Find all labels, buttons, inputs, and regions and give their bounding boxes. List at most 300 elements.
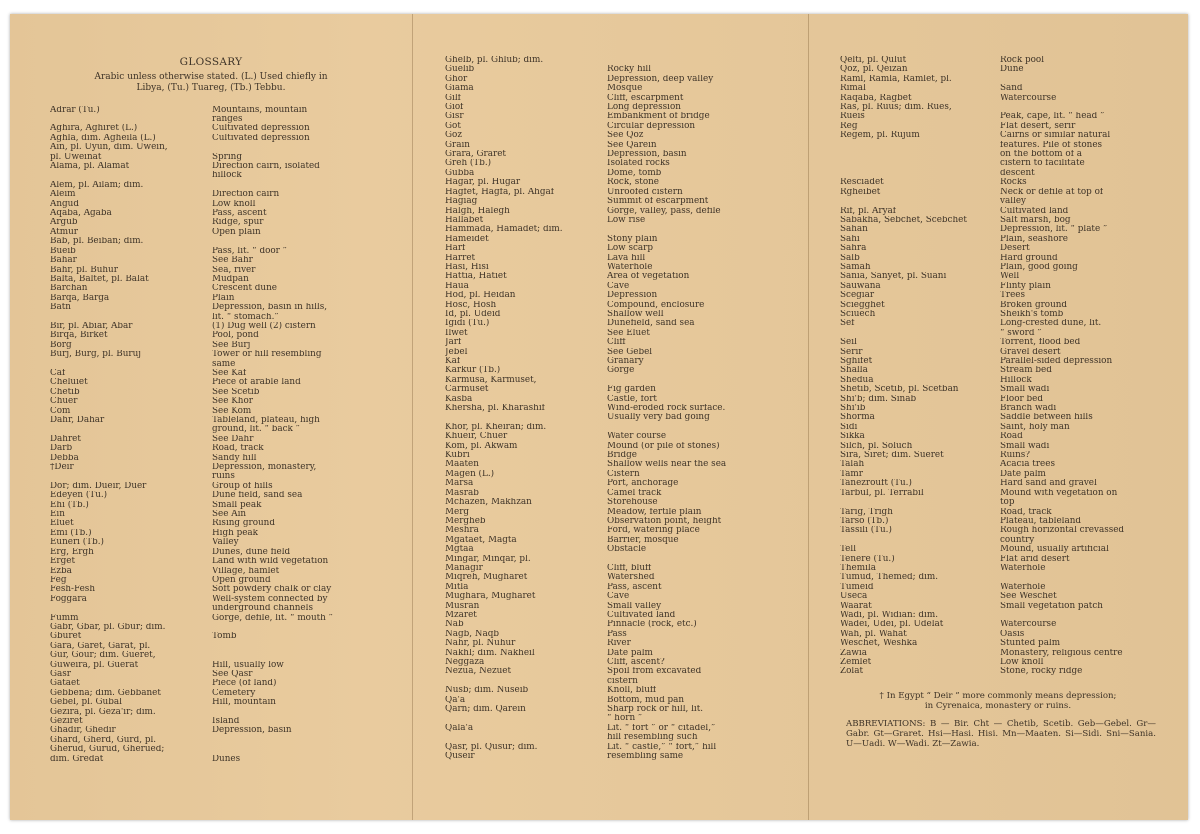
glossary-entry: [50, 331, 372, 340]
glossary-term: Bahar: [50, 256, 77, 266]
glossary-definition: Rocky hill: [607, 65, 652, 75]
glossary-term: Hagiag: [445, 197, 478, 207]
glossary-entry: [840, 376, 1156, 385]
glossary-term: Qasr, pl. Qusur; dim.: [445, 742, 538, 752]
glossary-entry: [445, 714, 775, 723]
glossary-term: Maaten: [445, 460, 479, 470]
glossary-term: Gebbena; dim. Gebbanet: [50, 688, 161, 698]
glossary-entry: [50, 407, 372, 416]
glossary-entry: [840, 169, 1156, 178]
glossary-entry: [50, 501, 372, 510]
glossary-term: [50, 115, 212, 124]
glossary-entry: [445, 724, 775, 733]
glossary-entry: [840, 319, 1156, 328]
glossary-entry: [445, 743, 775, 752]
glossary-entry: [840, 188, 1156, 197]
glossary-term: Got: [445, 121, 461, 131]
glossary-term: Hattia, Hatiet: [445, 272, 507, 282]
glossary-definition: Dunefield, sand sea: [607, 319, 695, 329]
glossary-entry: [445, 649, 775, 658]
glossary-term: Gebel, pl. Gubal: [50, 698, 122, 708]
glossary-entry: [840, 225, 1156, 234]
glossary-definition: High peak: [212, 528, 258, 538]
glossary-definition: Isolated rocks: [607, 159, 670, 169]
glossary-definition: Waterhole: [1000, 563, 1046, 573]
glossary-definition: [607, 56, 775, 65]
glossary-entry: [50, 670, 372, 679]
glossary-term: Ghelb, pl. Ghlub; dim.: [445, 56, 544, 65]
glossary-term: Shorma: [840, 413, 875, 423]
glossary-entry: [445, 301, 775, 310]
glossary-definition: Tower or hill resembling: [212, 350, 322, 360]
glossary-term: Qala'a: [445, 723, 474, 733]
glossary-entry: [50, 548, 372, 557]
glossary-entry: [840, 489, 1156, 498]
glossary-entry: [840, 442, 1156, 451]
glossary-term: Balta, Baltet, pl. Balat: [50, 274, 149, 284]
glossary-term: Ehi (Tb.): [50, 500, 89, 510]
glossary-entry: [445, 630, 775, 639]
glossary-term: Reg: [840, 121, 858, 131]
glossary-term: Sahan: [840, 225, 868, 235]
glossary-definition: Shallow wells near the sea: [607, 460, 727, 470]
glossary-definition: Rock, stone: [607, 178, 659, 188]
glossary-entry: [840, 338, 1156, 347]
glossary-definition: Broken ground: [1000, 300, 1068, 310]
glossary-term: Khueir, Chuer: [445, 432, 508, 442]
glossary-term: Geziret: [50, 717, 83, 726]
glossary-entry: [50, 454, 372, 463]
glossary-term: Mchazen, Makhzan: [445, 498, 532, 508]
glossary-term: Barqa, Barga: [50, 293, 110, 303]
glossary-entry: [840, 526, 1156, 535]
glossary-entry: [445, 103, 775, 112]
glossary-term: Gezira, pl. Geza'ir; dim.: [50, 707, 156, 717]
glossary-definition: Area of vegetation: [607, 272, 690, 282]
glossary-definition: Depression, basin in hills,: [212, 303, 328, 313]
glossary-definition: Pinnacle (rock, etc.): [607, 620, 697, 630]
glossary-entry: [50, 266, 372, 275]
glossary-entry: [445, 75, 775, 84]
glossary-term: Ezba: [50, 566, 72, 576]
glossary-entry: [445, 112, 775, 121]
glossary-definition: Well-system connected by: [212, 594, 328, 604]
glossary-definition: Observation point, height: [607, 516, 722, 526]
glossary-definition: Saint, holy man: [1000, 422, 1070, 432]
glossary-term: Feg: [50, 575, 67, 585]
glossary-entry: [840, 498, 1156, 507]
glossary-entry: [50, 256, 372, 265]
glossary-term: Sef: [840, 319, 855, 329]
glossary-entry: [50, 275, 372, 284]
glossary-term: Zolat: [840, 667, 864, 677]
glossary-entry: [840, 536, 1156, 545]
glossary-definition: Road: [1000, 432, 1023, 442]
glossary-entry: [50, 679, 372, 688]
glossary-definition: Gorge, defile, lit. “ mouth ”: [212, 613, 334, 623]
glossary-term: Kaf: [445, 357, 461, 366]
glossary-term: Euneri (Tb.): [50, 538, 104, 548]
glossary-entry: [840, 639, 1156, 648]
glossary-entry: [50, 190, 372, 199]
glossary-entry: [50, 378, 372, 387]
glossary-term: Meshra: [445, 526, 479, 536]
glossary-term: Gataet: [50, 679, 80, 689]
glossary-definition: Bottom, mud pan: [607, 695, 685, 705]
glossary-entry: [445, 376, 775, 385]
glossary-entry: [50, 736, 372, 745]
glossary-definition: lit. “ stomach.”: [212, 312, 279, 322]
glossary-term: Dor; dim. Dueir, Duer: [50, 481, 147, 491]
glossary-term: Gabr, Gbar, pl. Gbur; dim.: [50, 622, 166, 632]
glossary-term: Borg: [50, 340, 72, 350]
glossary-term: [840, 498, 1000, 507]
glossary-definition: Sandy hill: [212, 453, 257, 463]
glossary-term: [445, 677, 607, 686]
glossary-term: Sira, Siret; dim. Sueret: [840, 451, 944, 461]
glossary-entry: [50, 444, 372, 453]
glossary-definition: [1000, 611, 1156, 620]
glossary-entry: [445, 639, 775, 648]
glossary-definition: Plain: [212, 293, 235, 303]
glossary-term: Sabakha, Sebchet, Scebchet: [840, 215, 967, 225]
glossary-entry: [445, 583, 775, 592]
glossary-definition: Camel track: [607, 488, 662, 498]
intro-line: Arabic unless otherwise stated. (L.) Used chiefly in: [94, 72, 328, 82]
glossary-term: Nakhl; dim. Nakheil: [445, 648, 535, 658]
fold-line-left: [412, 14, 413, 820]
glossary-term: †Deir: [50, 463, 74, 473]
glossary-term: Wah, pl. Wahat: [840, 629, 907, 639]
glossary-entry: [840, 122, 1156, 131]
glossary-definition: Gorge, valley, pass, defile: [607, 206, 721, 216]
glossary-term: Shi'b; dim. Sinab: [840, 394, 917, 404]
glossary-term: Nezua, Nezuet: [445, 667, 511, 677]
glossary-term: Khersha, pl. Kharashif: [445, 404, 545, 414]
glossary-term: Mgataet, Magta: [445, 535, 517, 545]
glossary-term: Bueib: [50, 246, 76, 256]
glossary-entry: [50, 651, 372, 660]
glossary-entry: [445, 451, 775, 460]
glossary-entry: [445, 432, 775, 441]
glossary-definition: Mudpan: [212, 274, 249, 284]
glossary-term: Tumeid: [840, 582, 874, 592]
glossary-entry: [840, 667, 1156, 676]
glossary-term: Greh (Tb.): [445, 159, 492, 169]
glossary-definition: Watercourse: [1000, 93, 1057, 103]
glossary-definition: Dunes: [212, 754, 241, 764]
glossary-definition: top: [1000, 498, 1015, 508]
glossary-term: Karkur (Tb.): [445, 366, 501, 376]
glossary-term: Ras, pl. Ruus; dim. Rues,: [840, 103, 952, 113]
glossary-definition: cistern: [607, 676, 638, 686]
glossary-entry: [840, 75, 1156, 84]
glossary-entry: [50, 463, 372, 472]
glossary-entry: [840, 517, 1156, 526]
glossary-definition: Flinty plain: [1000, 281, 1051, 291]
glossary-term: Fumm: [50, 613, 79, 623]
glossary-entry: [445, 65, 775, 74]
glossary-entry: [840, 545, 1156, 554]
glossary-entry: [445, 159, 775, 168]
glossary-term: Tanezrouft (Tu.): [840, 479, 912, 489]
glossary-term: Kasba: [445, 394, 473, 404]
glossary-term: Sauwana: [840, 281, 881, 291]
glossary-term: Tarso (Tb.): [840, 516, 889, 526]
glossary-term: Hameidet: [445, 234, 489, 244]
glossary-term: Chuer: [50, 397, 78, 407]
glossary-entry: [840, 263, 1156, 272]
glossary-definition: [607, 376, 775, 385]
glossary-definition: See Qasr: [212, 669, 253, 679]
glossary-entry: [840, 564, 1156, 573]
glossary-term: Gilf: [445, 93, 461, 103]
glossary-entry: [445, 254, 775, 263]
glossary-term: Resciadet: [840, 178, 884, 188]
glossary-definition: Port, anchorage: [607, 479, 679, 489]
glossary-term: [840, 159, 1000, 168]
glossary-term: Samah: [840, 262, 871, 272]
glossary-entry: [50, 115, 372, 124]
glossary-definition: Unroofed cistern: [607, 187, 683, 197]
glossary-term: [50, 425, 212, 434]
glossary-definition: Cave: [607, 281, 630, 291]
glossary-entry: [445, 677, 775, 686]
glossary-term: Barchan: [50, 284, 88, 294]
glossary-term: Qa'a: [445, 695, 466, 705]
glossary-term: [50, 313, 212, 322]
glossary-entry: [445, 84, 775, 93]
glossary-entry: [840, 573, 1156, 582]
glossary-entry: [445, 319, 775, 328]
glossary-definition: See Dahr: [212, 434, 254, 444]
glossary-entry: [445, 338, 775, 347]
glossary-entry: [445, 169, 775, 178]
glossary-definition: Small vegetation patch: [1000, 601, 1103, 611]
glossary-definition: Desert: [1000, 244, 1030, 254]
glossary-title: GLOSSARY: [179, 56, 243, 68]
glossary-entry: [50, 218, 372, 227]
glossary-term: Kom, pl. Akwam: [445, 441, 518, 451]
glossary-term: Ghor: [445, 74, 468, 84]
glossary-definition: Oasis: [1000, 629, 1025, 639]
glossary-definition: Road, track: [212, 444, 264, 454]
glossary-entry: [840, 395, 1156, 404]
glossary-term: Sahi: [840, 234, 860, 244]
glossary-entry: [445, 366, 775, 375]
glossary-definition: Ridge, spur: [212, 218, 264, 228]
glossary-entry: [50, 745, 372, 754]
glossary-definition: Piece (of land): [212, 679, 277, 689]
glossary-entry: [445, 536, 775, 545]
glossary-entry: [50, 482, 372, 491]
glossary-definition: Cultivated depression: [212, 133, 310, 143]
glossary-definition: Spring: [212, 152, 242, 162]
glossary-entry: [50, 397, 372, 406]
glossary-definition: Torrent, flood bed: [1000, 338, 1081, 348]
glossary-entry: [445, 216, 775, 225]
glossary-entry: [50, 435, 372, 444]
glossary-term: Ein: [50, 510, 65, 520]
glossary-definition: Dune field, sand sea: [212, 491, 303, 501]
glossary-term: [50, 604, 212, 613]
glossary-term: Shi'ib: [840, 404, 866, 414]
glossary-entry: [445, 263, 775, 272]
glossary-entry: [840, 423, 1156, 432]
glossary-term: Ilwet: [445, 328, 468, 338]
glossary-panel-middle: [445, 56, 775, 761]
glossary-definition: Ford, watering place: [607, 526, 700, 536]
glossary-definition: Cistern: [607, 469, 640, 479]
glossary-entry: [445, 291, 775, 300]
glossary-definition: Mountains, mountain: [212, 105, 308, 115]
glossary-definition: Cliff: [607, 338, 626, 348]
glossary-entry: [840, 141, 1156, 150]
glossary-term: Salb: [840, 253, 860, 263]
glossary-entry: [445, 733, 775, 742]
glossary-entry: [445, 423, 775, 432]
glossary-definition: Lit. “ fort ” or “ citadel,”: [607, 723, 716, 733]
glossary-definition: Village, hamlet: [212, 566, 280, 576]
glossary-term: Mzaret: [445, 610, 477, 620]
glossary-definition: Ruins?: [1000, 451, 1030, 461]
glossary-entry: [445, 150, 775, 159]
glossary-definition: cistern to facilitate: [1000, 159, 1085, 169]
glossary-entry: [840, 282, 1156, 291]
glossary-term: Rif, pl. Aryaf: [840, 206, 897, 216]
glossary-term: Cheluiet: [50, 378, 88, 388]
glossary-definition: Small wadi: [1000, 441, 1050, 451]
glossary-term: Weschet, Weshka: [840, 639, 918, 649]
glossary-definition: Granary: [607, 357, 644, 366]
glossary-entry: [840, 329, 1156, 338]
glossary-definition: Small peak: [212, 500, 262, 510]
glossary-entry: [50, 303, 372, 312]
glossary-entry: [445, 498, 775, 507]
glossary-term: [50, 171, 212, 180]
glossary-entry: [445, 235, 775, 244]
glossary-entry: [445, 705, 775, 714]
glossary-definition: Embankment of bridge: [607, 112, 710, 122]
glossary-entry: [840, 159, 1156, 168]
glossary-definition: Island: [212, 717, 240, 726]
glossary-term: Ghard, Gherd, Gurd, pl.: [50, 735, 157, 745]
glossary-entry: [50, 143, 372, 152]
glossary-term: Jebel: [445, 347, 468, 357]
glossary-definition: See Gebel: [607, 347, 653, 357]
glossary-term: Waarat: [840, 601, 872, 611]
glossary-definition: Hard sand and gravel: [1000, 479, 1097, 489]
glossary-term: Tarbul, pl. Terrabil: [840, 488, 924, 498]
glossary-entry: [50, 585, 372, 594]
glossary-definition: Cliff, ascent?: [607, 658, 665, 667]
glossary-definition: Piece of arable land: [212, 378, 301, 388]
glossary-entry: [445, 94, 775, 103]
glossary-entry: [445, 404, 775, 413]
glossary-term: Carmuset: [445, 385, 489, 395]
glossary-entry: [445, 686, 775, 695]
glossary-panel-right: [840, 56, 1156, 749]
glossary-definition: Low knoll: [1000, 658, 1044, 667]
glossary-definition: Pass, ascent: [607, 582, 662, 592]
glossary-entry: [445, 526, 775, 535]
glossary-definition: Open ground: [212, 575, 271, 585]
glossary-entry: [840, 611, 1156, 620]
glossary-term: Erget: [50, 557, 75, 567]
glossary-entry: [50, 595, 372, 604]
glossary-entry: [445, 244, 775, 253]
glossary-term: Qarn; dim. Qarein: [445, 705, 526, 715]
glossary-definition: Flat desert, serir: [1000, 121, 1076, 131]
glossary-definition: Peak, cape, lit. “ head ”: [1000, 112, 1105, 122]
glossary-definition: Floor bed: [1000, 394, 1043, 404]
glossary-definition: Castle, fort: [607, 394, 657, 404]
glossary-definition: descent: [1000, 168, 1035, 178]
glossary-definition: Valley: [212, 538, 239, 548]
glossary-definition: Direction cairn, isolated: [212, 162, 320, 172]
glossary-entry: [50, 247, 372, 256]
glossary-entry: [50, 153, 372, 162]
glossary-term: Rueis: [840, 112, 865, 122]
glossary-term: Managir: [445, 563, 483, 573]
glossary-entry: [445, 413, 775, 422]
glossary-entry: [840, 235, 1156, 244]
glossary-entry: [445, 310, 775, 319]
glossary-definition: See Kom: [212, 406, 252, 416]
glossary-entry: [50, 519, 372, 528]
glossary-term: Caf: [50, 368, 66, 378]
glossary-term: [445, 733, 607, 742]
glossary-definition: Flat arid desert: [1000, 554, 1070, 564]
glossary-definition: [212, 143, 372, 152]
glossary-term: Emi (Tb.): [50, 528, 92, 538]
glossary-entry: [445, 658, 775, 667]
glossary-term: Chetib: [50, 387, 80, 397]
glossary-term: [840, 197, 1000, 206]
glossary-definition: [212, 181, 372, 190]
glossary-term: Qoz, pl. Qeizan: [840, 65, 908, 75]
glossary-term: Guelib: [445, 65, 475, 75]
glossary-entry: [445, 385, 775, 394]
glossary-term: Id, pl. Udeid: [445, 309, 501, 319]
glossary-entry: [50, 632, 372, 641]
glossary-term: Halgh, Halegh: [445, 206, 510, 216]
glossary-term: Bahr, pl. Buhur: [50, 265, 118, 275]
glossary-definition: [1000, 573, 1156, 582]
glossary-term: Rgheibet: [840, 187, 881, 197]
glossary-definition: Dome, tomb: [607, 168, 662, 178]
glossary-definition: Cultivated land: [607, 610, 676, 620]
glossary-term: Tamr: [840, 469, 863, 479]
glossary-definition: ranges: [212, 115, 243, 124]
glossary-definition: Depression, basin: [212, 726, 292, 736]
glossary-term: pl. Uweinat: [50, 152, 102, 162]
glossary-definition: See Qoz: [607, 131, 644, 141]
glossary-entry: [445, 696, 775, 705]
glossary-entry: [50, 623, 372, 632]
glossary-entry: [840, 649, 1156, 658]
glossary-entry: [840, 207, 1156, 216]
glossary-definition: Water course: [607, 432, 667, 442]
glossary-term: Nahr, pl. Nuhur: [445, 639, 516, 649]
glossary-term: Wadi, pl. Widian: dim.: [840, 610, 938, 620]
glossary-term: Shedua: [840, 375, 874, 385]
glossary-term: Merg: [445, 507, 470, 517]
glossary-definition: Stone, rocky ridge: [1000, 667, 1083, 677]
glossary-entry: [840, 385, 1156, 394]
glossary-definition: Depression, deep valley: [607, 74, 714, 84]
glossary-definition: Hill, mountain: [212, 698, 276, 708]
